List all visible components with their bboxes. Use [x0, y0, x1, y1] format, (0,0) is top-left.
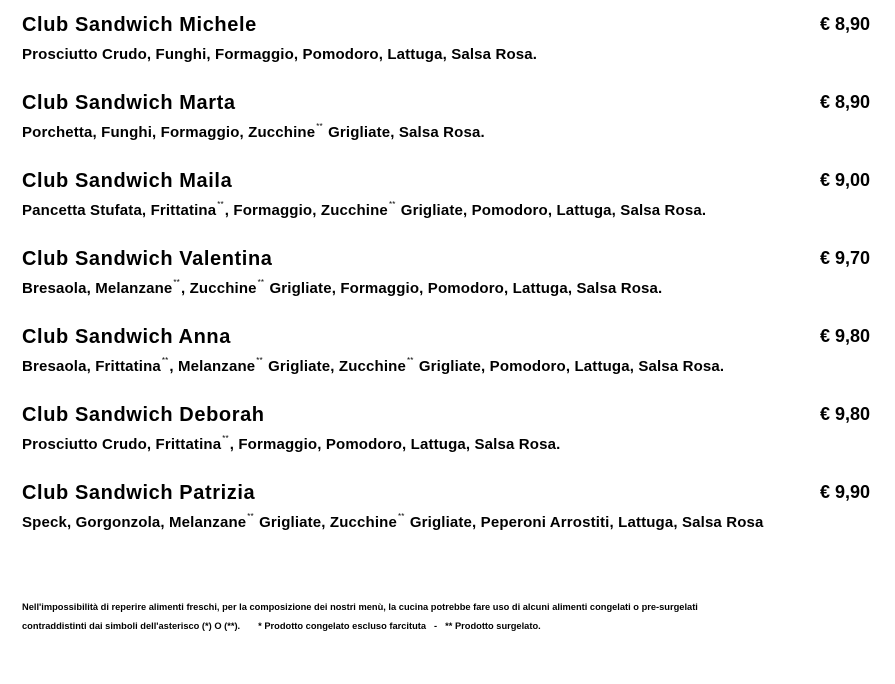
- ingredient-text: Grigliate, Formaggio, Pomodoro, Lattuga, Salsa Rosa.: [265, 280, 663, 297]
- menu-item-name: Club Sandwich Maila: [22, 170, 233, 192]
- footnote-line-2: [22, 617, 882, 636]
- ingredient-text: Prosciutto Crudo, Frittatina: [22, 436, 222, 453]
- ingredient-text: , Formaggio, Zucchine: [224, 202, 388, 219]
- menu-item: [22, 404, 872, 482]
- menu-item-ingredients: [22, 202, 706, 219]
- footnote-line-1: Nell'impossibilità di reperire alimenti freschi, per la composizione dei nostri menù, la cucina potrebbe fare uso di alcuni alimenti congelati o pre-surgelati: [22, 602, 698, 612]
- menu-item-price: € 8,90: [819, 92, 870, 112]
- ingredient-text: Grigliate, Zucchine: [263, 358, 406, 375]
- ingredient-text: Grigliate, Salsa Rosa.: [323, 124, 485, 141]
- ingredient-text: , Formaggio, Pomodoro, Lattuga, Salsa Rosa.: [229, 436, 561, 453]
- ingredient-text: , Melanzane: [169, 358, 256, 375]
- frozen-marker: **: [161, 356, 169, 365]
- frozen-marker: **: [257, 278, 265, 287]
- menu-item: [22, 170, 872, 248]
- ingredient-text: Speck, Gorgonzola, Melanzane: [22, 514, 247, 531]
- menu-item: [22, 92, 872, 170]
- footnote: [22, 598, 882, 636]
- frozen-marker: **: [397, 512, 405, 521]
- footnote-line-2-text: contraddistinti dai simboli dell'asterisco (*) O (**).: [22, 621, 241, 631]
- menu-item-ingredients: [22, 514, 764, 531]
- frozen-marker: **: [222, 434, 229, 443]
- ingredient-text: Grigliate, Pomodoro, Lattuga, Salsa Rosa.: [396, 202, 707, 219]
- menu-item-name: Club Sandwich Valentina: [22, 248, 273, 270]
- menu-item-ingredients: [22, 46, 537, 63]
- footnote-separator: -: [434, 621, 438, 631]
- frozen-marker: **: [406, 356, 414, 365]
- menu-item-ingredients: [22, 436, 560, 453]
- menu-item-price: € 9,80: [819, 404, 870, 424]
- frozen-marker: **: [217, 200, 224, 209]
- menu-item-ingredients: [22, 280, 662, 297]
- menu-item-price: € 9,80: [819, 326, 870, 346]
- menu-item-name: Club Sandwich Michele: [22, 14, 257, 36]
- menu-item-name: Club Sandwich Anna: [22, 326, 231, 348]
- ingredient-text: Bresaola, Melanzane: [22, 280, 173, 297]
- ingredient-text: Porchetta, Funghi, Formaggio, Zucchine: [22, 124, 316, 141]
- menu-item-price: € 8,90: [819, 14, 870, 34]
- ingredient-text: Bresaola, Frittatina: [22, 358, 161, 375]
- ingredient-text: Pancetta Stufata, Frittatina: [22, 202, 217, 219]
- menu-item-name: Club Sandwich Patrizia: [22, 482, 256, 504]
- menu-item-price: € 9,90: [819, 482, 870, 502]
- menu-item: [22, 248, 872, 326]
- footnote-legend-double: ** Prodotto surgelato.: [445, 621, 541, 631]
- ingredient-text: Grigliate, Peperoni Arrostiti, Lattuga, Salsa Rosa: [405, 514, 764, 531]
- menu-item-name: Club Sandwich Deborah: [22, 404, 265, 426]
- frozen-marker: **: [173, 278, 180, 287]
- menu-item-price: € 9,00: [819, 170, 870, 190]
- frozen-marker: **: [316, 122, 323, 131]
- menu-item-name: Club Sandwich Marta: [22, 92, 236, 114]
- menu-item-ingredients: [22, 358, 724, 375]
- menu-item: [22, 14, 872, 92]
- ingredient-text: Grigliate, Pomodoro, Lattuga, Salsa Rosa.: [414, 358, 725, 375]
- ingredient-text: , Zucchine: [180, 280, 257, 297]
- frozen-marker: **: [247, 512, 254, 521]
- menu-item-price: € 9,70: [819, 248, 870, 268]
- footnote-legend-single: * Prodotto congelato escluso farcituta: [258, 621, 427, 631]
- frozen-marker: **: [388, 200, 396, 209]
- frozen-marker: **: [256, 356, 263, 365]
- menu-item: [22, 482, 872, 560]
- menu-item: [22, 326, 872, 404]
- menu-item-ingredients: [22, 124, 485, 141]
- ingredient-text: Prosciutto Crudo, Funghi, Formaggio, Pomodoro, Lattuga, Salsa Rosa.: [22, 46, 538, 63]
- menu-list: [22, 14, 872, 560]
- ingredient-text: Grigliate, Zucchine: [254, 514, 397, 531]
